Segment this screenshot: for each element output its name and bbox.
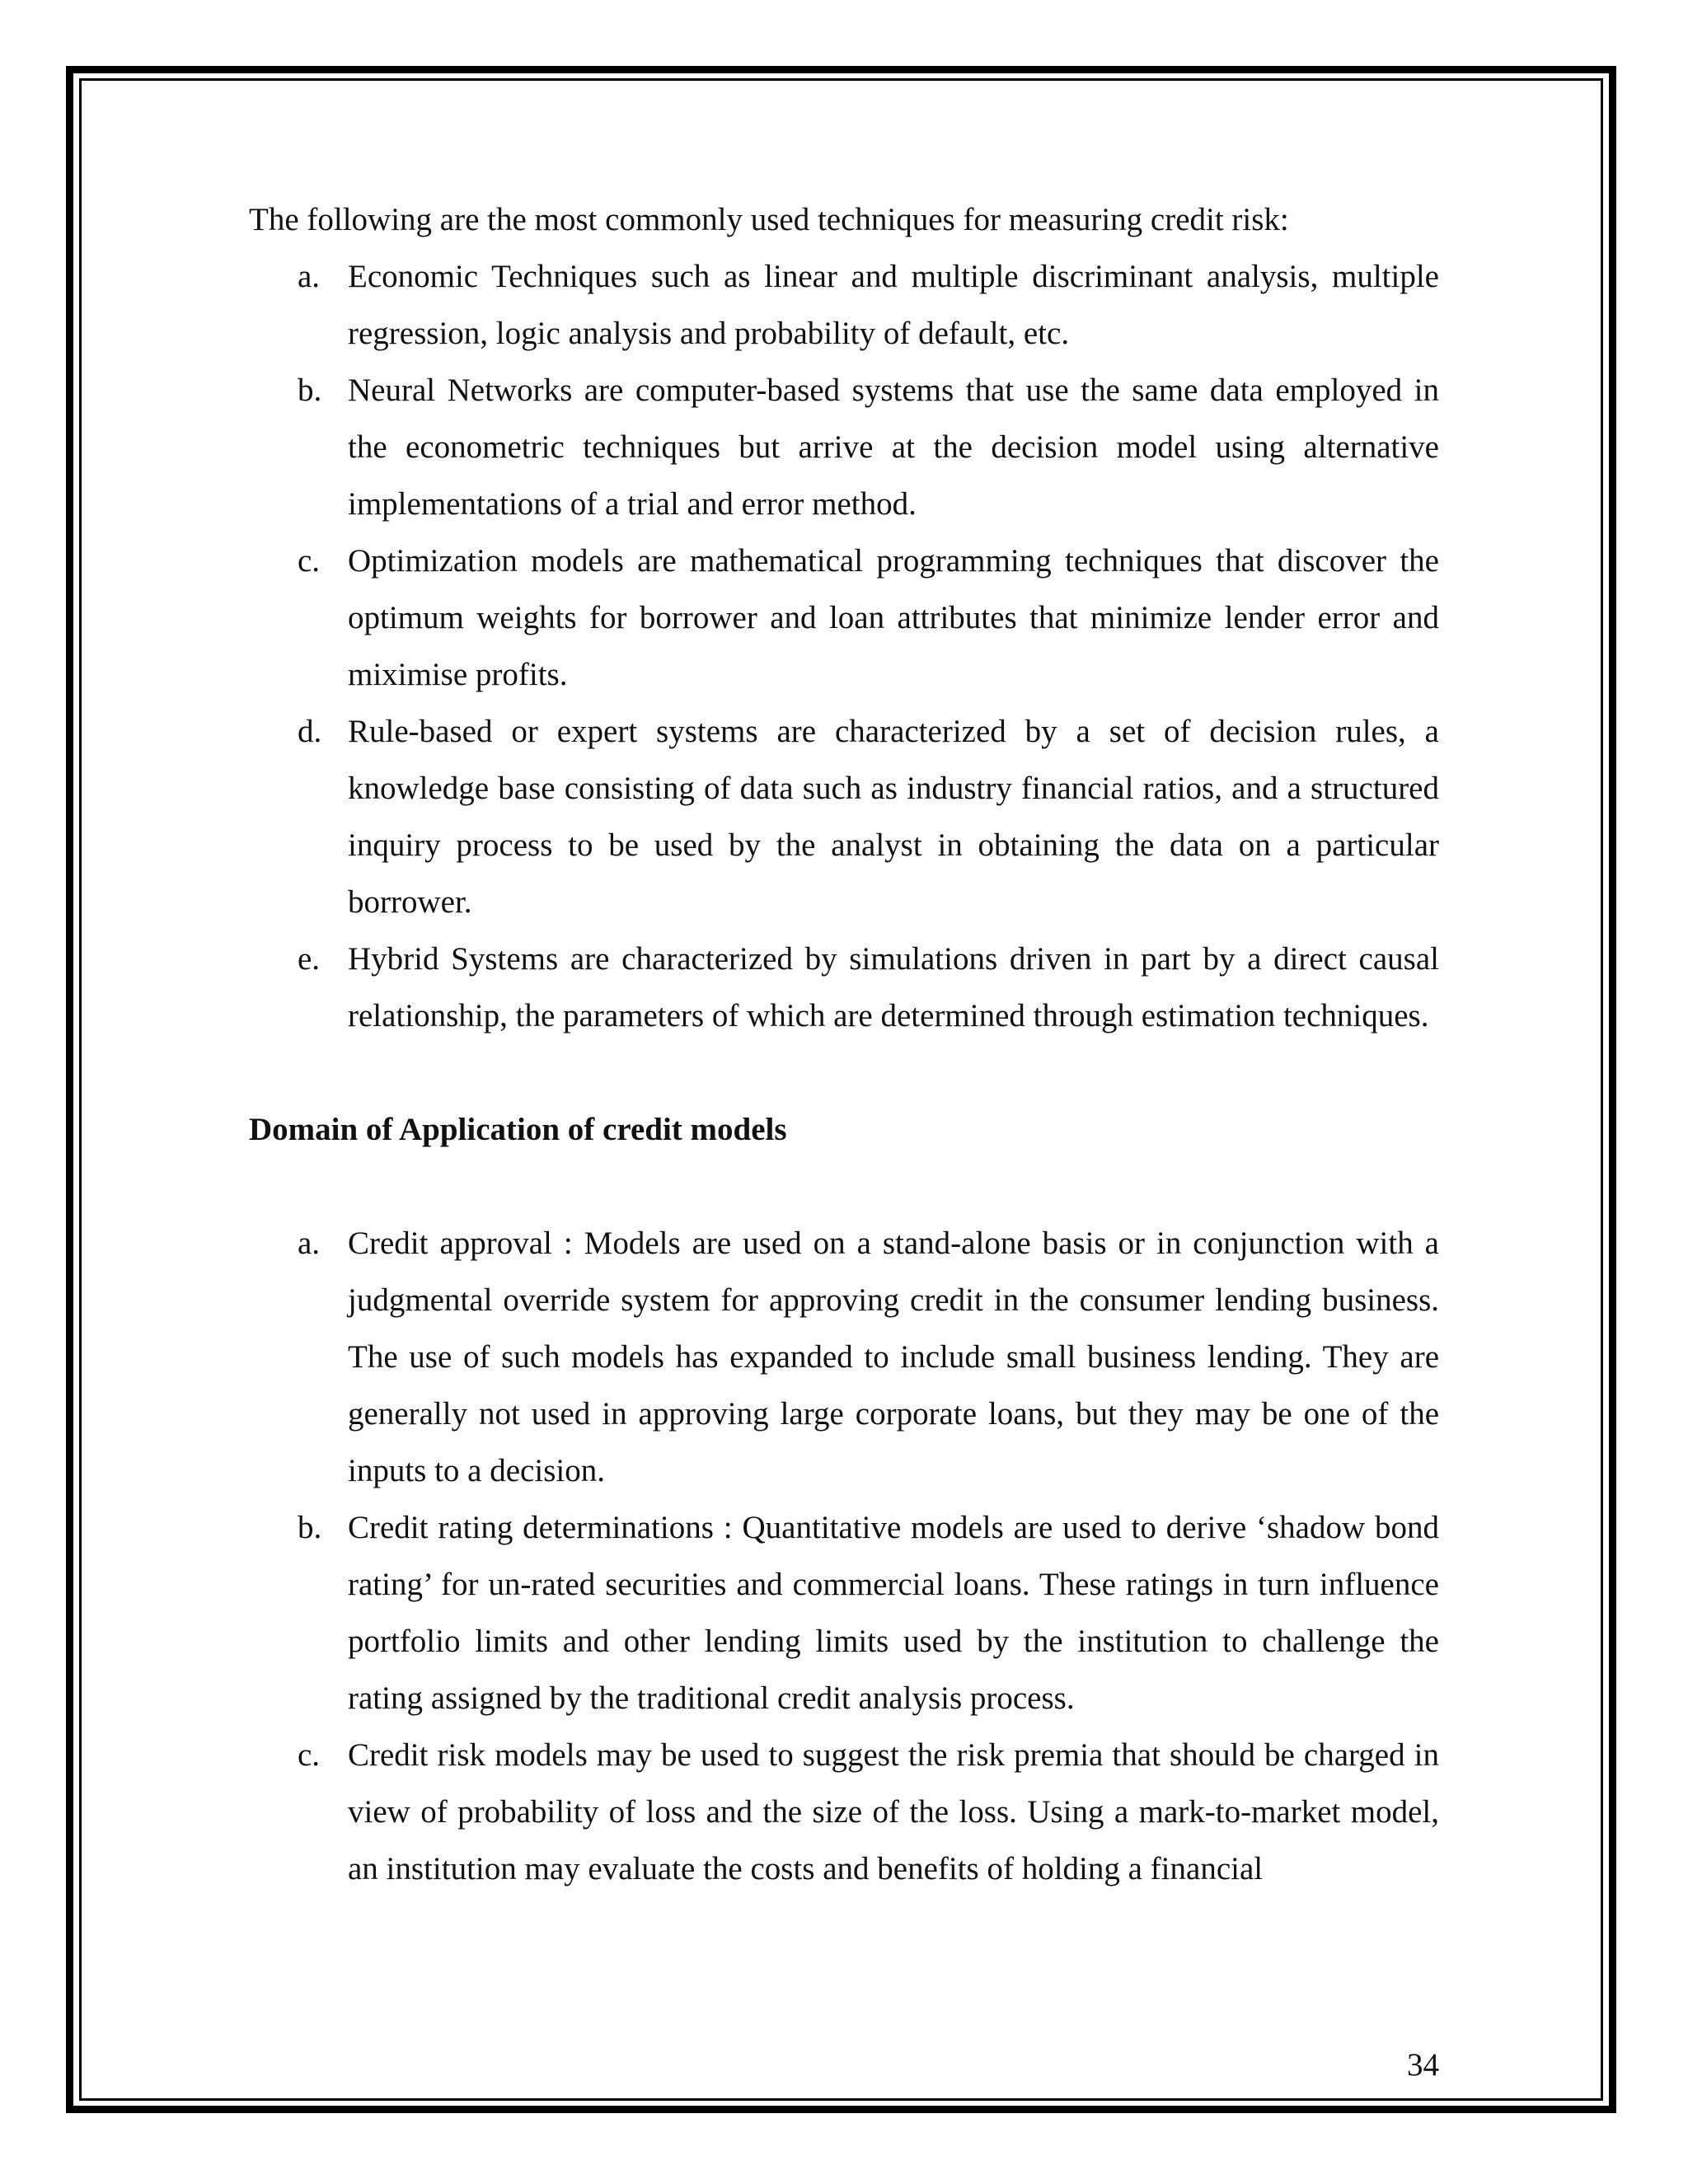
list-marker: b. xyxy=(298,373,322,408)
page-content xyxy=(249,191,1439,1897)
list-marker: b. xyxy=(298,1510,322,1545)
page-number: 34 xyxy=(1407,2047,1439,2083)
list-marker: a. xyxy=(298,259,321,294)
section-heading: Domain of Application of credit models xyxy=(249,1112,787,1147)
list-item-text: Credit approval : Models are used on a stand-alone basis or in conjunction with a judgmental override system for approving credit in the consumer lending business. The use of such models has expanded to include small business lending. They are generally not used in approving large corporate loans, but they may be one of the inputs to a decision. xyxy=(348,1226,1439,1488)
list-item-text: Neural Networks are computer-based systems that use the same data employed in the econometric techniques but arrive at the decision model using alternative implementations of a trial and error method. xyxy=(348,373,1439,522)
list-marker: e. xyxy=(298,941,321,977)
list-item-text: Economic Techniques such as linear and multiple discriminant analysis, multiple regression, logic analysis and probability of default, etc. xyxy=(348,259,1439,351)
list-item xyxy=(249,248,1439,362)
list-item-text: Optimization models are mathematical programming techniques that discover the optimum weights for borrower and loan attributes that minimize lender error and miximise profits. xyxy=(348,543,1439,692)
list-item xyxy=(249,362,1439,532)
list-item xyxy=(249,1499,1439,1727)
list-item xyxy=(249,1727,1439,1897)
list-item xyxy=(249,930,1439,1044)
list-item-text: Hybrid Systems are characterized by simulations driven in part by a direct causal relationship, the parameters of which are determined through estimation techniques. xyxy=(348,941,1439,1033)
list-item-text: Credit risk models may be used to suggest the risk premia that should be charged in view of probability of loss and the size of the loss. Using a mark-to-market model, an institution may evaluate the costs and benefits of holding a financial xyxy=(348,1737,1439,1886)
list-item-text: Credit rating determinations : Quantitative models are used to derive ‘shadow bond rating’ for un-rated securities and commercial loans. These ratings in turn influence portfolio limits and other lending limits used by the institution to challenge the rating assigned by the traditional credit analysis process. xyxy=(348,1510,1439,1716)
list-marker: a. xyxy=(298,1226,321,1261)
list-item-text: Rule-based or expert systems are characterized by a set of decision rules, a knowledge base consisting of data such as industry financial ratios, and a structured inquiry process to be used by the analyst in obtaining the data on a particular borrower. xyxy=(348,714,1439,920)
list-marker: c. xyxy=(298,543,321,579)
list-item xyxy=(249,1215,1439,1499)
list-marker: d. xyxy=(298,714,322,749)
intro-paragraph: The following are the most commonly used techniques for measuring credit risk: xyxy=(249,202,1289,237)
applications-list xyxy=(249,1215,1439,1897)
list-item xyxy=(249,532,1439,703)
techniques-list xyxy=(249,248,1439,1044)
list-marker: c. xyxy=(298,1737,321,1773)
list-item xyxy=(249,703,1439,930)
